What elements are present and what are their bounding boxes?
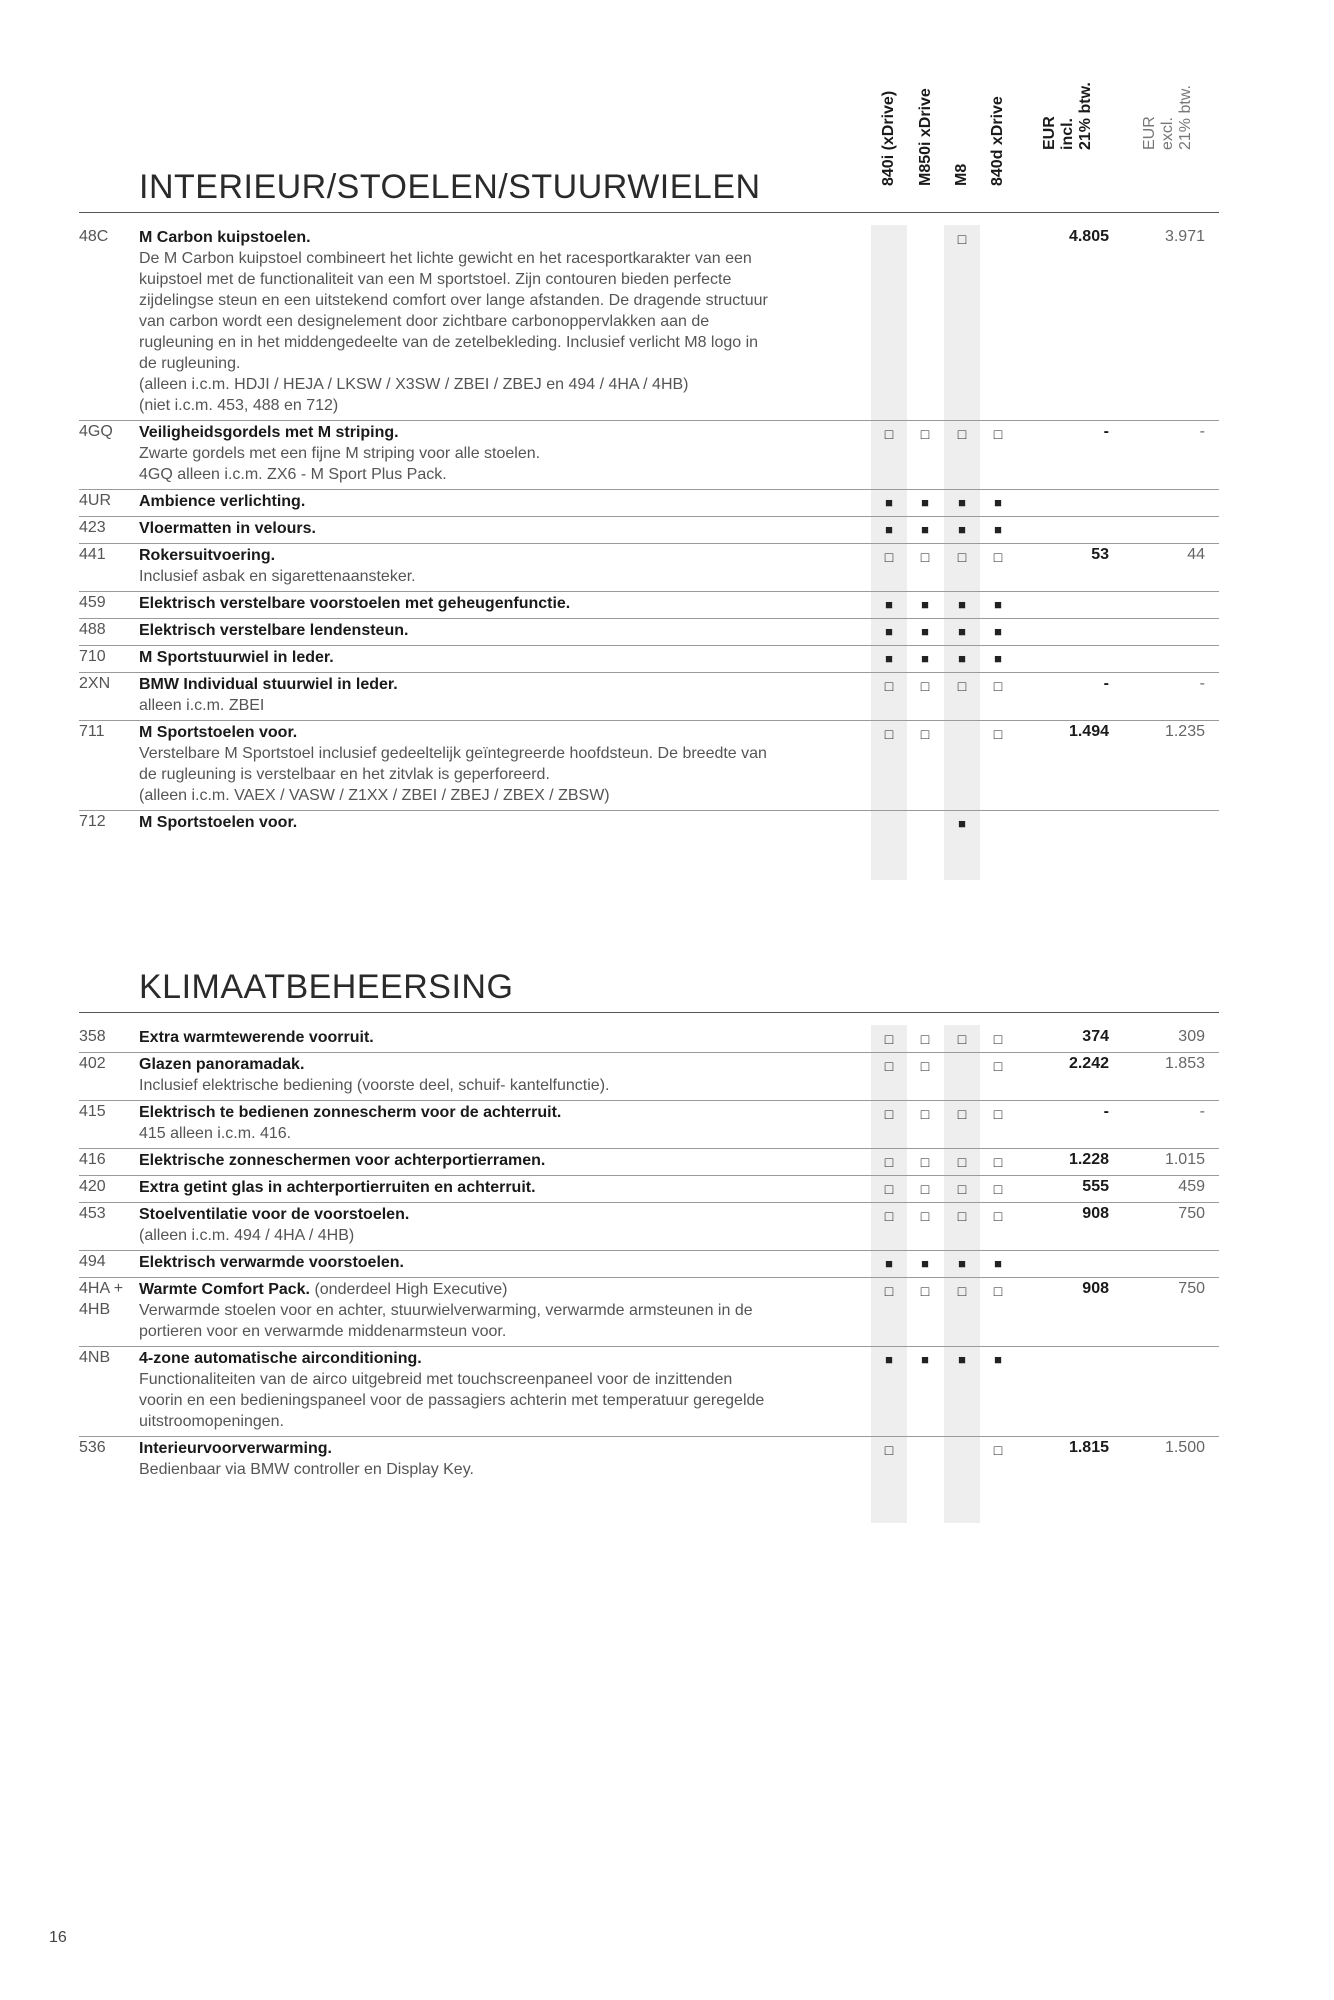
option-description (139, 1149, 929, 1175)
option-description (139, 1437, 929, 1484)
optional-mark-icon: □ (884, 1208, 894, 1224)
option-name: Extra warmtewerende voorruit. (139, 1029, 374, 1046)
price-header-line: EUR (1141, 116, 1158, 150)
optional-mark-icon: □ (884, 678, 894, 694)
option-description (139, 544, 929, 591)
option-code: 711 (79, 723, 105, 740)
option-name-line (139, 1204, 929, 1225)
price-header-incl (1040, 74, 1096, 204)
standard-mark-icon: ■ (885, 1256, 893, 1271)
price-incl-vat: 555 (1082, 1178, 1109, 1195)
option-name: M Carbon kuipstoelen. (139, 229, 311, 246)
standard-mark-icon: ■ (921, 1352, 929, 1367)
standard-mark-icon: ■ (994, 495, 1002, 510)
option-detail-line: van carbon wordt een designelement door zichtbare carbonoppervlakken aan de (139, 313, 710, 330)
price-excl-vat: 459 (1178, 1178, 1205, 1195)
option-name-line (139, 674, 929, 695)
option-name-line (139, 1438, 929, 1459)
option-description (139, 721, 929, 810)
option-detail-line: Functionaliteiten van de airco uitgebreid met touchscreenpaneel voor de inzittenden (139, 1371, 733, 1388)
option-row (79, 1203, 1219, 1251)
option-detail-line: uitstroomopeningen. (139, 1413, 284, 1430)
option-description (139, 517, 929, 543)
option-description (139, 1251, 929, 1277)
price-incl-vat: - (1103, 1103, 1109, 1120)
option-description (139, 490, 929, 516)
optional-mark-icon: □ (920, 1181, 930, 1197)
option-name-line (139, 422, 929, 443)
price-incl-vat: - (1103, 675, 1109, 692)
option-row (79, 517, 1219, 544)
option-detail-line: (niet i.c.m. 453, 488 en 712) (139, 397, 339, 414)
price-excl-vat: 1.015 (1164, 1151, 1205, 1168)
price-incl-vat: 53 (1091, 546, 1109, 563)
option-code: 420 (79, 1178, 106, 1195)
standard-mark-icon: ■ (958, 597, 966, 612)
option-detail-line: voorin en een bedieningspaneel voor de passagiers achterin met temperatuur geregelde (139, 1392, 765, 1409)
option-detail-line: Inclusief elektrische bediening (voorste deel, schuif- kantelfunctie). (139, 1077, 610, 1094)
option-name-line (139, 722, 929, 743)
optional-mark-icon: □ (957, 1154, 967, 1170)
option-code: 4UR (79, 492, 112, 509)
optional-mark-icon: □ (884, 549, 894, 565)
option-detail-line: (alleen i.c.m. 494 / 4HA / 4HB) (139, 1227, 355, 1244)
option-name: Stoelventilatie voor de voorstoelen. (139, 1206, 410, 1223)
price-incl-vat: 1.815 (1068, 1439, 1109, 1456)
optional-mark-icon: □ (884, 1058, 894, 1074)
standard-mark-icon: ■ (958, 624, 966, 639)
option-code: 453 (79, 1205, 106, 1222)
option-row (79, 226, 1219, 421)
optional-mark-icon: □ (920, 678, 930, 694)
optional-mark-icon: □ (920, 1058, 930, 1074)
price-excl-vat: - (1199, 675, 1205, 692)
option-note: (onderdeel High Executive) (310, 1281, 508, 1298)
standard-mark-icon: ■ (885, 624, 893, 639)
option-row (79, 1026, 1219, 1053)
option-name: 4-zone automatische airconditioning. (139, 1350, 422, 1367)
option-description (139, 1176, 929, 1202)
option-code: 4NB (79, 1349, 111, 1366)
optional-mark-icon: □ (920, 1106, 930, 1122)
option-name-line (139, 1150, 929, 1171)
column-header-label: M8 (953, 163, 970, 186)
price-incl-vat: 374 (1082, 1028, 1109, 1045)
option-description (139, 1203, 929, 1250)
optional-mark-icon: □ (884, 1442, 894, 1458)
option-name: Rokersuitvoering. (139, 547, 276, 564)
section-title: INTERIEUR/STOELEN/STUURWIELEN (139, 168, 761, 206)
option-detail-line: de rugleuning is verstelbaar en het zitvlak is geperforeerd. (139, 766, 550, 783)
optional-mark-icon: □ (957, 1181, 967, 1197)
option-detail-line: 4GQ alleen i.c.m. ZX6 - M Sport Plus Pack. (139, 466, 447, 483)
standard-mark-icon: ■ (958, 1256, 966, 1271)
option-code: 423 (79, 519, 106, 536)
standard-mark-icon: ■ (921, 597, 929, 612)
optional-mark-icon: □ (884, 1181, 894, 1197)
option-code: 415 (79, 1103, 106, 1120)
option-code: 4HA + 4HB (79, 1280, 124, 1318)
option-code: 416 (79, 1151, 106, 1168)
option-name: Elektrisch te bedienen zonnescherm voor de achterruit. (139, 1104, 562, 1121)
optional-mark-icon: □ (957, 1031, 967, 1047)
option-detail-line: Zwarte gordels met een fijne M striping voor alle stoelen. (139, 445, 541, 462)
price-excl-vat: 750 (1178, 1205, 1205, 1222)
standard-mark-icon: ■ (958, 522, 966, 537)
option-description (139, 619, 929, 645)
optional-mark-icon: □ (957, 1283, 967, 1299)
option-name-line (139, 812, 929, 833)
price-excl-vat: 1.500 (1164, 1439, 1205, 1456)
option-row (79, 1347, 1219, 1437)
option-name-line (139, 620, 929, 641)
optional-mark-icon: □ (993, 726, 1003, 742)
option-row (79, 673, 1219, 721)
option-code: 358 (79, 1028, 106, 1045)
option-row (79, 490, 1219, 517)
price-header-line: incl. (1059, 117, 1076, 150)
option-name-line (139, 1252, 929, 1273)
option-list (79, 1026, 1219, 1484)
option-description (139, 226, 929, 420)
option-description (139, 592, 929, 618)
price-header-incl-label (1041, 82, 1095, 150)
option-code: 488 (79, 621, 106, 638)
option-name: M Sportstoelen voor. (139, 724, 298, 741)
section-rule (79, 1012, 1219, 1013)
option-name: Elektrische zonneschermen voor achterportierramen. (139, 1152, 546, 1169)
option-detail-line: (alleen i.c.m. VAEX / VASW / Z1XX / ZBEI / ZBEJ / ZBEX / ZBSW) (139, 787, 610, 804)
price-header-excl-label (1141, 85, 1195, 150)
option-code: 2XN (79, 675, 111, 692)
option-row (79, 1149, 1219, 1176)
option-code: 48C (79, 228, 109, 245)
price-incl-vat: 908 (1082, 1280, 1109, 1297)
optional-mark-icon: □ (884, 426, 894, 442)
option-name-line (139, 647, 929, 668)
option-detail-line: portieren voor en verwarmde middenarmsteun voor. (139, 1323, 507, 1340)
option-detail-line: alleen i.c.m. ZBEI (139, 697, 265, 714)
option-description (139, 421, 929, 489)
option-row (79, 544, 1219, 592)
price-excl-vat: 44 (1187, 546, 1205, 563)
optional-mark-icon: □ (993, 1283, 1003, 1299)
optional-mark-icon: □ (884, 1031, 894, 1047)
option-name: Veiligheidsgordels met M striping. (139, 424, 399, 441)
option-name-line (139, 593, 929, 614)
price-excl-vat: 309 (1178, 1028, 1205, 1045)
price-header-line: excl. (1159, 117, 1176, 150)
option-detail-line: zijdelingse steun en een uitstekend comfort over lange afstanden. De dragende structuur (139, 292, 768, 309)
option-name: Glazen panoramadak. (139, 1056, 305, 1073)
standard-mark-icon: ■ (958, 651, 966, 666)
optional-mark-icon: □ (920, 1283, 930, 1299)
option-row (79, 1101, 1219, 1149)
optional-mark-icon: □ (993, 426, 1003, 442)
price-header-line: EUR (1041, 116, 1058, 150)
option-name-line (139, 518, 929, 539)
price-header-excl (1140, 74, 1196, 204)
option-name-line (139, 1027, 929, 1048)
standard-mark-icon: ■ (885, 495, 893, 510)
optional-mark-icon: □ (884, 1106, 894, 1122)
standard-mark-icon: ■ (958, 1352, 966, 1367)
option-row (79, 619, 1219, 646)
optional-mark-icon: □ (993, 1208, 1003, 1224)
column-header-label: M850i xDrive (917, 88, 934, 186)
standard-mark-icon: ■ (958, 816, 966, 831)
column-header-label: 840i (xDrive) (880, 90, 897, 186)
option-code: 441 (79, 546, 106, 563)
option-name-line (139, 1102, 929, 1123)
price-incl-vat: 2.242 (1068, 1055, 1109, 1072)
option-list (79, 226, 1219, 837)
option-name: Elektrisch verstelbare lendensteun. (139, 622, 409, 639)
optional-mark-icon: □ (957, 426, 967, 442)
column-header-840d (980, 74, 1016, 204)
option-detail-line: De M Carbon kuipstoel combineert het lichte gewicht en het racesportkarakter van een (139, 250, 752, 267)
option-row (79, 1437, 1219, 1484)
price-excl-vat: - (1199, 423, 1205, 440)
option-detail-line: 415 alleen i.c.m. 416. (139, 1125, 292, 1142)
optional-mark-icon: □ (993, 1058, 1003, 1074)
optional-mark-icon: □ (957, 549, 967, 565)
option-name: BMW Individual stuurwiel in leder. (139, 676, 398, 693)
standard-mark-icon: ■ (921, 522, 929, 537)
standard-mark-icon: ■ (994, 597, 1002, 612)
option-row (79, 811, 1219, 837)
option-name-line (139, 491, 929, 512)
option-code: 402 (79, 1055, 106, 1072)
optional-mark-icon: □ (993, 1442, 1003, 1458)
column-header-m850i (908, 74, 944, 204)
standard-mark-icon: ■ (921, 651, 929, 666)
price-excl-vat: - (1199, 1103, 1205, 1120)
option-description (139, 673, 929, 720)
price-incl-vat: - (1103, 423, 1109, 440)
option-row (79, 1053, 1219, 1101)
option-description (139, 1053, 929, 1100)
standard-mark-icon: ■ (958, 495, 966, 510)
option-name: Ambience verlichting. (139, 493, 306, 510)
standard-mark-icon: ■ (921, 1256, 929, 1271)
option-description (139, 646, 929, 672)
optional-mark-icon: □ (920, 549, 930, 565)
option-code: 710 (79, 648, 106, 665)
option-name-line (139, 1177, 929, 1198)
option-description (139, 1026, 929, 1052)
price-incl-vat: 1.494 (1068, 723, 1109, 740)
option-description (139, 1101, 929, 1148)
optional-mark-icon: □ (920, 426, 930, 442)
option-name-line (139, 1054, 929, 1075)
section-rule (79, 212, 1219, 213)
price-incl-vat: 4.805 (1068, 228, 1109, 245)
column-header-m8 (944, 74, 980, 204)
standard-mark-icon: ■ (885, 651, 893, 666)
option-name-line (139, 545, 929, 566)
option-description (139, 1278, 929, 1346)
standard-mark-icon: ■ (885, 522, 893, 537)
section-title: KLIMAATBEHEERSING (139, 968, 514, 1006)
optional-mark-icon: □ (957, 231, 967, 247)
option-name-line (139, 1279, 929, 1300)
standard-mark-icon: ■ (921, 624, 929, 639)
option-detail-line: (alleen i.c.m. HDJI / HEJA / LKSW / X3SW / ZBEI / ZBEJ en 494 / 4HA / 4HB) (139, 376, 689, 393)
standard-mark-icon: ■ (885, 597, 893, 612)
standard-mark-icon: ■ (921, 495, 929, 510)
option-code: 4GQ (79, 423, 113, 440)
option-row (79, 421, 1219, 490)
option-name: Warmte Comfort Pack. (139, 1281, 310, 1298)
optional-mark-icon: □ (993, 549, 1003, 565)
option-name: M Sportstuurwiel in leder. (139, 649, 334, 666)
option-name: Elektrisch verwarmde voorstoelen. (139, 1254, 404, 1271)
price-header-line: 21% btw. (1077, 82, 1094, 150)
price-incl-vat: 1.228 (1068, 1151, 1109, 1168)
optional-mark-icon: □ (920, 1031, 930, 1047)
option-detail-line: de rugleuning. (139, 355, 241, 372)
optional-mark-icon: □ (993, 1154, 1003, 1170)
option-code: 712 (79, 813, 106, 830)
optional-mark-icon: □ (993, 1031, 1003, 1047)
price-excl-vat: 3.971 (1164, 228, 1205, 245)
option-row (79, 1251, 1219, 1278)
option-row (79, 1278, 1219, 1347)
option-code: 494 (79, 1253, 106, 1270)
optional-mark-icon: □ (920, 1154, 930, 1170)
price-excl-vat: 750 (1178, 1280, 1205, 1297)
optional-mark-icon: □ (884, 1154, 894, 1170)
option-detail-line: Verwarmde stoelen voor en achter, stuurwielverwarming, verwarmde armsteunen in de (139, 1302, 753, 1319)
option-name: Extra getint glas in achterportierruiten en achterruit. (139, 1179, 536, 1196)
optional-mark-icon: □ (993, 1181, 1003, 1197)
page-number: 16 (49, 1929, 67, 1946)
option-row (79, 646, 1219, 673)
optional-mark-icon: □ (920, 1208, 930, 1224)
option-name-line (139, 227, 929, 248)
price-header-line: 21% btw. (1177, 85, 1194, 150)
standard-mark-icon: ■ (994, 651, 1002, 666)
option-detail-line: Verstelbare M Sportstoel inclusief gedeeltelijk geïntegreerde hoofdsteun. De breedte van (139, 745, 767, 762)
option-name: Elektrisch verstelbare voorstoelen met geheugenfunctie. (139, 595, 571, 612)
optional-mark-icon: □ (993, 678, 1003, 694)
optional-mark-icon: □ (884, 726, 894, 742)
optional-mark-icon: □ (957, 678, 967, 694)
standard-mark-icon: ■ (994, 1352, 1002, 1367)
standard-mark-icon: ■ (994, 522, 1002, 537)
standard-mark-icon: ■ (994, 624, 1002, 639)
option-name: M Sportstoelen voor. (139, 814, 298, 831)
optional-mark-icon: □ (993, 1106, 1003, 1122)
option-row (79, 1176, 1219, 1203)
optional-mark-icon: □ (884, 1283, 894, 1299)
option-name: Vloermatten in velours. (139, 520, 316, 537)
option-detail-line: Bedienbaar via BMW controller en Display Key. (139, 1461, 474, 1478)
standard-mark-icon: ■ (994, 1256, 1002, 1271)
price-incl-vat: 908 (1082, 1205, 1109, 1222)
column-header-840i (871, 74, 907, 204)
standard-mark-icon: ■ (885, 1352, 893, 1367)
optional-mark-icon: □ (957, 1106, 967, 1122)
optional-mark-icon: □ (920, 726, 930, 742)
option-detail-line: rugleuning en in het middengedeelte van de zetelbekleding. Inclusief verlicht M8 logo in (139, 334, 759, 351)
price-excl-vat: 1.853 (1164, 1055, 1205, 1072)
option-code: 536 (79, 1439, 106, 1456)
option-code: 459 (79, 594, 106, 611)
option-name-line (139, 1348, 929, 1369)
option-detail-line: kuipstoel met de functionaliteit van een M sportstoel. Zijn contouren bieden perfecte (139, 271, 732, 288)
column-header-label: 840d xDrive (989, 96, 1006, 186)
option-description (139, 811, 929, 837)
option-detail-line: Inclusief asbak en sigarettenaansteker. (139, 568, 416, 585)
option-row (79, 721, 1219, 811)
price-excl-vat: 1.235 (1164, 723, 1205, 740)
option-row (79, 592, 1219, 619)
option-description (139, 1347, 929, 1436)
option-name: Interieurvoorverwarming. (139, 1440, 332, 1457)
optional-mark-icon: □ (957, 1208, 967, 1224)
